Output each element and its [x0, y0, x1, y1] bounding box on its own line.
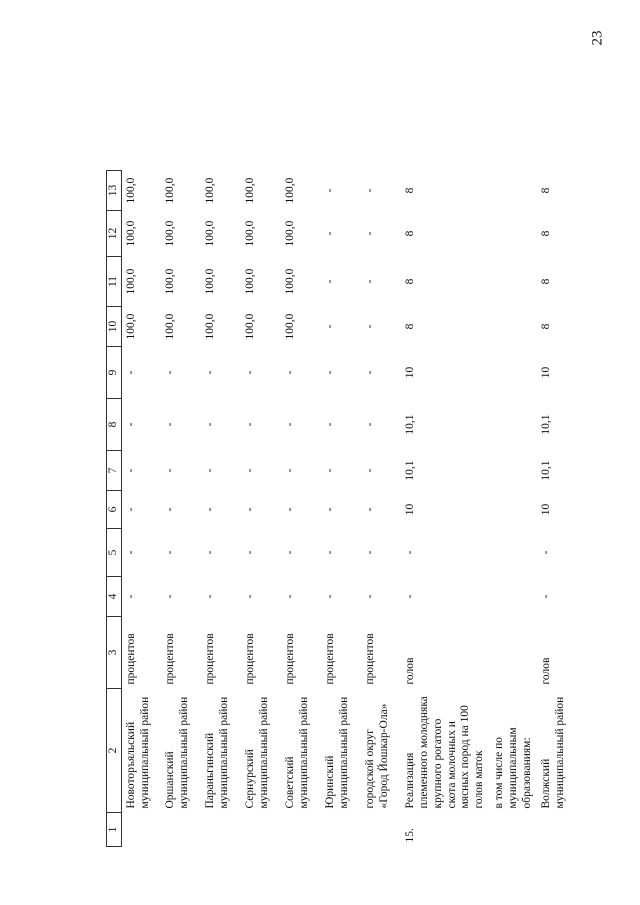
table-body [121, 171, 577, 847]
cell-c11: 100,0 [244, 268, 257, 295]
cell-c3: процентов [124, 633, 137, 685]
cell-c13: - [324, 188, 337, 193]
cell-c9: - [124, 370, 137, 375]
cell-c13: 8 [404, 187, 417, 194]
cell-c6: 10 [404, 503, 417, 516]
cell-c5: - [164, 550, 177, 555]
cell-c12: 100,0 [164, 220, 177, 247]
cell-c8: - [364, 422, 377, 427]
cell-c13: 100,0 [284, 177, 297, 204]
cell-c6 [490, 491, 537, 529]
cell-c5: - [540, 550, 553, 555]
cell-c1: 15. [404, 828, 417, 843]
header-row [107, 171, 122, 847]
cell-c2: Новоторъяльский муниципальный район [124, 696, 151, 809]
cell-c1 [161, 813, 201, 847]
header-col-9: 9 [107, 347, 122, 399]
cell-c3: процентов [244, 633, 257, 685]
cell-c12: 100,0 [244, 220, 257, 247]
cell-c5: - [204, 550, 217, 555]
data-table [106, 170, 577, 847]
table-row [537, 171, 577, 847]
cell-c7: 10,1 [404, 460, 417, 481]
cell-c4: - [284, 594, 297, 599]
cell-c7: - [364, 468, 377, 473]
cell-c10: 100,0 [284, 313, 297, 340]
cell-c8: - [244, 422, 257, 427]
cell-c9: - [164, 370, 177, 375]
cell-c4: - [404, 594, 417, 599]
cell-c11: 100,0 [124, 268, 137, 295]
table-row [241, 171, 281, 847]
cell-c10: 100,0 [204, 313, 217, 340]
cell-c12: 100,0 [284, 220, 297, 247]
table-row [490, 171, 537, 847]
cell-c9: 10 [540, 366, 553, 379]
cell-c3: процентов [364, 633, 377, 685]
table-row [281, 171, 321, 847]
table-row [321, 171, 361, 847]
cell-c8 [490, 399, 537, 451]
header-col-2: 2 [107, 689, 122, 813]
header-col-11: 11 [107, 257, 122, 307]
cell-c9: - [324, 370, 337, 375]
cell-c13: 100,0 [124, 177, 137, 204]
cell-c9: - [284, 370, 297, 375]
cell-c7: - [284, 468, 297, 473]
cell-c11 [490, 257, 537, 307]
cell-c4: - [164, 594, 177, 599]
cell-c6: - [364, 507, 377, 512]
cell-c9: - [204, 370, 217, 375]
cell-c11: - [364, 279, 377, 284]
cell-c12: 8 [404, 230, 417, 237]
cell-c5 [490, 529, 537, 577]
cell-c10: 8 [540, 323, 553, 330]
cell-c7 [490, 451, 537, 491]
header-col-4: 4 [107, 577, 122, 617]
cell-c4: - [324, 594, 337, 599]
cell-c6: - [124, 507, 137, 512]
header-col-1: 1 [107, 813, 122, 847]
cell-c1 [537, 813, 577, 847]
cell-c4: - [124, 594, 137, 599]
cell-c9: 10 [404, 366, 417, 379]
header-col-8: 8 [107, 399, 122, 451]
cell-c2: городской округ «Город Йошкар-Ола» [364, 703, 391, 809]
cell-c12: 100,0 [124, 220, 137, 247]
cell-c4 [490, 577, 537, 617]
page-number: 23 [589, 30, 606, 46]
cell-c3: процентов [204, 633, 217, 685]
cell-c9 [490, 347, 537, 399]
cell-c1 [201, 813, 241, 847]
cell-c1 [121, 813, 161, 847]
cell-c3: процентов [164, 633, 177, 685]
cell-c12: 100,0 [204, 220, 217, 247]
cell-c2: Волжский муниципальный район [540, 696, 567, 809]
cell-c7: - [164, 468, 177, 473]
cell-c4: - [540, 594, 553, 599]
header-col-5: 5 [107, 529, 122, 577]
cell-c4: - [204, 594, 217, 599]
cell-c7: - [244, 468, 257, 473]
cell-c12 [490, 211, 537, 257]
cell-c2: Сернурский муниципальный район [244, 696, 271, 809]
cell-c1 [241, 813, 281, 847]
cell-c6: - [284, 507, 297, 512]
cell-c3: процентов [324, 633, 337, 685]
cell-c5: - [124, 550, 137, 555]
cell-c2: Оршанский муниципальный район [164, 696, 191, 809]
cell-c2: Юринский муниципальный район [324, 696, 351, 809]
header-col-13: 13 [107, 171, 122, 211]
header-col-3: 3 [107, 617, 122, 689]
table-row [201, 171, 241, 847]
cell-c2: Реализация племенного молодняка крупного рогатого скота молочных и мясных пород на 100 голов маток [404, 696, 486, 809]
cell-c3 [490, 617, 537, 689]
cell-c5: - [404, 550, 417, 555]
cell-c1 [361, 813, 401, 847]
cell-c9: - [244, 370, 257, 375]
cell-c1 [321, 813, 361, 847]
header-col-6: 6 [107, 491, 122, 529]
cell-c11: 100,0 [284, 268, 297, 295]
cell-c13: 100,0 [244, 177, 257, 204]
cell-c6: 10 [540, 503, 553, 516]
cell-c9: - [364, 370, 377, 375]
header-col-7: 7 [107, 451, 122, 491]
cell-c7: - [324, 468, 337, 473]
cell-c11: 8 [540, 278, 553, 285]
cell-c10: 8 [404, 323, 417, 330]
cell-c7: - [204, 468, 217, 473]
cell-c12: 8 [540, 230, 553, 237]
cell-c11: 100,0 [204, 268, 217, 295]
cell-c10: 100,0 [244, 313, 257, 340]
cell-c12: - [364, 231, 377, 236]
cell-c8: - [324, 422, 337, 427]
cell-c3: голов [540, 657, 553, 685]
cell-c1 [281, 813, 321, 847]
cell-c13: 8 [540, 187, 553, 194]
cell-c13: 100,0 [164, 177, 177, 204]
cell-c3: голов [404, 657, 417, 685]
table-row [401, 171, 490, 847]
header-col-12: 12 [107, 211, 122, 257]
table-row [361, 171, 401, 847]
cell-c10: 100,0 [124, 313, 137, 340]
cell-c8: 10,1 [404, 414, 417, 435]
cell-c10: 100,0 [164, 313, 177, 340]
cell-c10 [490, 307, 537, 347]
cell-c5: - [244, 550, 257, 555]
cell-c4: - [364, 594, 377, 599]
cell-c4: - [244, 594, 257, 599]
cell-c8: 10,1 [540, 414, 553, 435]
cell-c5: - [324, 550, 337, 555]
cell-c11: - [324, 279, 337, 284]
table-row [161, 171, 201, 847]
cell-c2: Советский муниципальный район [284, 696, 311, 809]
cell-c5: - [284, 550, 297, 555]
cell-c10: - [364, 324, 377, 329]
cell-c6: - [244, 507, 257, 512]
cell-c6: - [324, 507, 337, 512]
cell-c7: 10,1 [540, 460, 553, 481]
cell-c8: - [284, 422, 297, 427]
cell-c10: - [324, 324, 337, 329]
cell-c13: 100,0 [204, 177, 217, 204]
cell-c8: - [164, 422, 177, 427]
table-row [121, 171, 161, 847]
cell-c11: 8 [404, 278, 417, 285]
cell-c6: - [164, 507, 177, 512]
cell-c7: - [124, 468, 137, 473]
cell-c13 [490, 171, 537, 211]
cell-c8: - [124, 422, 137, 427]
cell-c2: Параньгинский муниципальный район [204, 696, 231, 809]
cell-c13: - [364, 188, 377, 193]
cell-c6: - [204, 507, 217, 512]
cell-c11: 100,0 [164, 268, 177, 295]
header-col-10: 10 [107, 307, 122, 347]
cell-c1 [490, 813, 537, 847]
cell-c12: - [324, 231, 337, 236]
cell-c5: - [364, 550, 377, 555]
cell-c2: в том числе по муниципальным образованиям: [493, 727, 533, 809]
cell-c8: - [204, 422, 217, 427]
cell-c3: процентов [284, 633, 297, 685]
